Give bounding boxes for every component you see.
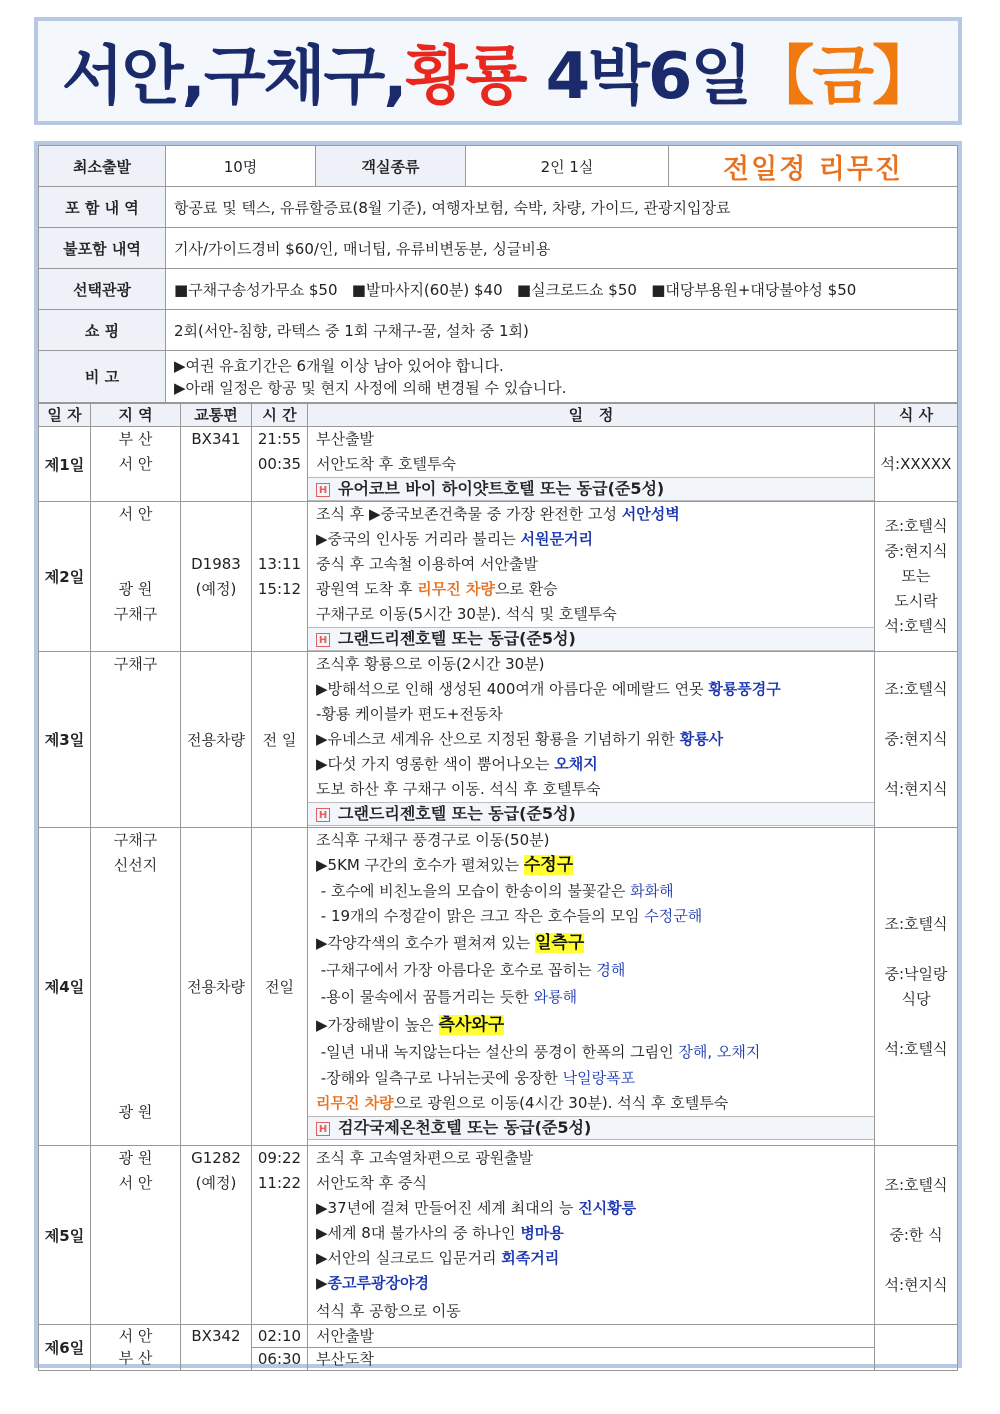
hotel-line: [308, 1116, 874, 1140]
schedule-line: ▶37년에 걸쳐 만들어진 세계 최대의 능 진시황릉: [316, 1199, 637, 1217]
time-item: 09:22: [257, 1149, 302, 1167]
hotel-name: 그랜드리젠호텔 또는 동급(준5성): [338, 629, 576, 648]
note-line-2: ▶아래 일정은 항공 및 현지 사정에 의해 변경될 수 있습니다.: [174, 378, 567, 397]
day-transport: 전용차량: [181, 652, 252, 828]
meal-item: 중:한 식: [889, 1225, 943, 1244]
day-area: [91, 828, 181, 1146]
header-area: 지 역: [91, 404, 181, 427]
day-transport: [181, 1146, 252, 1325]
day-area: [91, 1146, 181, 1325]
day-row: [39, 828, 958, 1146]
time-item: 11:22: [257, 1174, 302, 1192]
room-value: 2인 1실: [466, 146, 669, 187]
area-item: 서 안: [118, 455, 153, 473]
day-schedule: [308, 1146, 875, 1325]
meal-item: 석:XXXXX: [880, 454, 952, 473]
meal-item: 조:호텔식: [884, 680, 948, 698]
room-label: 객실종류: [316, 146, 466, 187]
shopping-label: 쇼 핑: [39, 310, 166, 351]
header-transport: 교통편: [181, 404, 252, 427]
day-meal: [875, 427, 958, 502]
day-label: 제4일: [39, 828, 91, 1146]
schedule-line: ▶각양각색의 호수가 펼쳐져 있는 일측구: [316, 933, 585, 953]
schedule-line: ▶방해석으로 인해 생성된 400여개 아름다운 에메랄드 연못 황룡풍경구: [316, 680, 781, 698]
meal-item: 도시락: [894, 592, 938, 610]
day-area: [91, 502, 181, 652]
hotel-line: [308, 627, 874, 651]
schedule-line: 조식후 구채구 풍경구로 이동(50분): [316, 831, 550, 849]
meal-item: 또는: [901, 567, 931, 585]
meal-item: 조:호텔식: [884, 1175, 948, 1194]
included-label: 포 함 내 역: [39, 187, 166, 228]
area-item: 구채구: [113, 655, 158, 673]
hotel-line: [308, 802, 874, 826]
optional-label: 선택관광: [39, 269, 166, 310]
hotel-name: 유어코브 바이 하이얏트호텔 또는 동급(준5성): [338, 479, 665, 498]
day-time: [252, 1146, 308, 1325]
day-area: [91, 427, 181, 502]
transport-item: BX341: [191, 430, 241, 448]
time-item: 00:35: [257, 455, 302, 473]
meal-item: 조:호텔식: [884, 914, 948, 933]
schedule-line: 서안도착 후 호텔투숙: [316, 455, 456, 473]
schedule-line: - 19개의 수정같이 맑은 크고 작은 호수들의 모임 수정군해: [316, 907, 703, 925]
schedule-line: -황룡 케이블카 편도+전동차: [316, 705, 503, 723]
time-item: 02:10: [257, 1327, 302, 1345]
meal-item: 조:호텔식: [884, 517, 948, 535]
meal-item: 석:현지식: [884, 780, 948, 798]
day-label: 제3일: [39, 652, 91, 828]
day-transport: 전용차량: [181, 828, 252, 1146]
area-item: 구채구: [113, 605, 158, 623]
schedule-line: 리무진 차량으로 광원으로 이동(4시간 30분). 석식 후 호텔투숙: [316, 1094, 729, 1112]
min-label: 최소출발: [39, 146, 166, 187]
schedule-line: ▶5KM 구간의 호수가 펼쳐있는 수정구: [316, 855, 574, 875]
day-schedule: [308, 828, 875, 1146]
meal-item: 식당: [901, 989, 931, 1008]
meal-item: 석:현지식: [884, 1275, 948, 1294]
meal-item: 석:호텔식: [884, 617, 948, 635]
day-meal: [875, 828, 958, 1146]
area-item: 광 원: [118, 1103, 153, 1121]
transport-item: G1282: [191, 1149, 241, 1167]
day-area: [91, 652, 181, 828]
page-title: [62, 25, 934, 117]
title-duration: 4박6일: [525, 40, 751, 114]
itinerary-sheet: [34, 141, 962, 1368]
day-meal: [875, 652, 958, 828]
day-schedule: [308, 427, 875, 502]
schedule-line: 광원역 도착 후 리무진 차량으로 환승: [316, 580, 558, 598]
excluded-label: 불포함 내역: [39, 228, 166, 269]
schedule-line: -장해와 일측구로 나뉘는곳에 웅장한 낙일랑폭포: [316, 1069, 636, 1087]
transport-item: (예정): [195, 1174, 237, 1192]
shopping-value: 2회(서안-침향, 라텍스 중 1회 구채구-꿀, 설차 중 1회): [166, 310, 958, 351]
note-line-1: ▶여권 유효기간은 6개월 이상 남아 있어야 합니다.: [174, 356, 504, 375]
day-transport: [181, 1325, 252, 1371]
meal-item: 중:낙일랑: [884, 964, 948, 983]
hotel-icon: H: [316, 633, 330, 647]
schedule-line: - 호수에 비친노을의 모습이 한송이의 불꽃같은 화화해: [316, 882, 674, 900]
schedule-table: [38, 403, 958, 1371]
day-meal: [875, 502, 958, 652]
schedule-line: 구채구로 이동(5시간 30분). 석식 및 호텔투숙: [316, 605, 617, 623]
day-meal: [875, 1146, 958, 1325]
hotel-name: 그랜드리젠호텔 또는 동급(준5성): [338, 804, 576, 823]
info-table: [38, 145, 958, 403]
hotel-line: [308, 477, 874, 501]
time-item: 15:12: [257, 580, 302, 598]
schedule-line: -용이 물속에서 꿈틀거리는 듯한 와룡해: [316, 988, 578, 1006]
title-weekday: 【금】: [750, 40, 935, 114]
area-item: 부 산: [118, 430, 153, 448]
transport-item: D1983: [191, 555, 241, 573]
day-meal: [875, 1325, 958, 1371]
day-row: [39, 427, 958, 502]
day-area: [91, 1325, 181, 1371]
day-row: [39, 502, 958, 652]
day-transport: [181, 502, 252, 652]
schedule-line: 도보 하산 후 구채구 이동. 석식 후 호텔투숙: [316, 780, 601, 798]
schedule-line: ▶서안의 실크로드 입문거리 회족거리: [316, 1249, 560, 1267]
limousine-banner: 전일정 리무진: [669, 146, 958, 187]
area-item: 광 원: [118, 580, 153, 598]
day-label: 제2일: [39, 502, 91, 652]
included-value: 항공료 및 텍스, 유류할증료(8월 기준), 여행자보험, 숙박, 차량, 가이드, 관광지입장료: [166, 187, 958, 228]
day-label: 제6일: [39, 1325, 91, 1371]
schedule-line: 서안출발: [316, 1327, 374, 1345]
schedule-line: -구채구에서 가장 아름다운 호수로 꼽히는 경해: [316, 961, 626, 979]
schedule-line: ▶가장해발이 높은 측사와구: [316, 1015, 505, 1035]
optional-value: ■구채구송성가무쇼 $50 ■발마사지(60분) $40 ■실크로드쇼 $50 ■대당부용원+대당불야성 $50: [166, 269, 958, 310]
schedule-line: ▶다섯 가지 영롱한 색이 뿜어나오는 오채지: [316, 755, 598, 773]
header-meal: 식 사: [875, 404, 958, 427]
note-label: 비 고: [39, 351, 166, 403]
title-destinations: 서안,구채구,: [61, 40, 406, 114]
day-schedule: [308, 502, 875, 652]
day-row: [39, 652, 958, 828]
schedule-line: ▶유네스코 세계유 산으로 지정된 황룡을 기념하기 위한 황룡사: [316, 730, 724, 748]
day-row: [39, 1325, 958, 1371]
schedule-line: 부산출발: [316, 430, 374, 448]
schedule-line: 부산도착: [308, 1347, 874, 1370]
area-item: 서 안: [118, 505, 153, 523]
area-item: 부 산: [118, 1349, 153, 1367]
time-item: 13:11: [257, 555, 302, 573]
transport-item: BX342: [191, 1327, 241, 1345]
area-item: 광 원: [118, 1149, 153, 1167]
transport-item: (예정): [195, 580, 237, 598]
hotel-name: 검각국제온천호텔 또는 동급(준5성): [338, 1118, 592, 1137]
area-item: 구채구: [113, 831, 158, 849]
day-schedule: [308, 1325, 875, 1371]
schedule-line: 조식 후 ▶중국보존건축물 중 가장 완전한 고성 서안성벽: [316, 505, 680, 523]
meal-item: 석:호텔식: [884, 1039, 948, 1058]
day-row: [39, 1146, 958, 1325]
time-item: 21:55: [257, 430, 302, 448]
day-schedule: [308, 652, 875, 828]
area-item: 서 안: [118, 1327, 153, 1345]
title-banner: [34, 17, 962, 125]
schedule-line: 조식후 황룡으로 이동(2시간 30분): [316, 655, 545, 673]
schedule-line: 석식 후 공항으로 이동: [316, 1302, 461, 1320]
header-time: 시 간: [252, 404, 308, 427]
time-item: 06:30: [252, 1347, 307, 1370]
day-time: 전 일: [252, 652, 308, 828]
day-time: [252, 427, 308, 502]
schedule-line: -일년 내내 녹지않는다는 설산의 풍경이 한폭의 그림인 장해, 오채지: [316, 1043, 761, 1061]
meal-item: 중:현지식: [884, 730, 948, 748]
note-value: [166, 351, 958, 403]
excluded-value: 기사/가이드경비 $60/인, 매너팁, 유류비변동분, 싱글비용: [166, 228, 958, 269]
header-day: 일 자: [39, 404, 91, 427]
day-transport: [181, 427, 252, 502]
hotel-icon: H: [316, 1122, 330, 1136]
day-time: [252, 1325, 308, 1371]
schedule-line: ▶중국의 인사동 거리라 불리는 서원문거리: [316, 530, 593, 548]
schedule-line: ▶종고루광장야경: [316, 1274, 429, 1292]
meal-item: 중:현지식: [884, 542, 948, 560]
area-item: 서 안: [118, 1174, 153, 1192]
min-value: 10명: [166, 146, 316, 187]
title-highlight: 황룡: [405, 40, 526, 114]
schedule-line: ▶세계 8대 불가사의 중 하나인 병마용: [316, 1224, 564, 1242]
schedule-line: 서안도착 후 중식: [316, 1174, 427, 1192]
hotel-icon: H: [316, 483, 330, 497]
day-label: 제5일: [39, 1146, 91, 1325]
schedule-line: 중식 후 고속철 이용하여 서안출발: [316, 555, 538, 573]
schedule-line: 조식 후 고속열차편으로 광원출발: [316, 1149, 534, 1167]
day-time: [252, 502, 308, 652]
area-item: 신선지: [113, 856, 158, 874]
header-schedule: 일 정: [308, 404, 875, 427]
day-label: 제1일: [39, 427, 91, 502]
hotel-icon: H: [316, 808, 330, 822]
day-time: 전일: [252, 828, 308, 1146]
